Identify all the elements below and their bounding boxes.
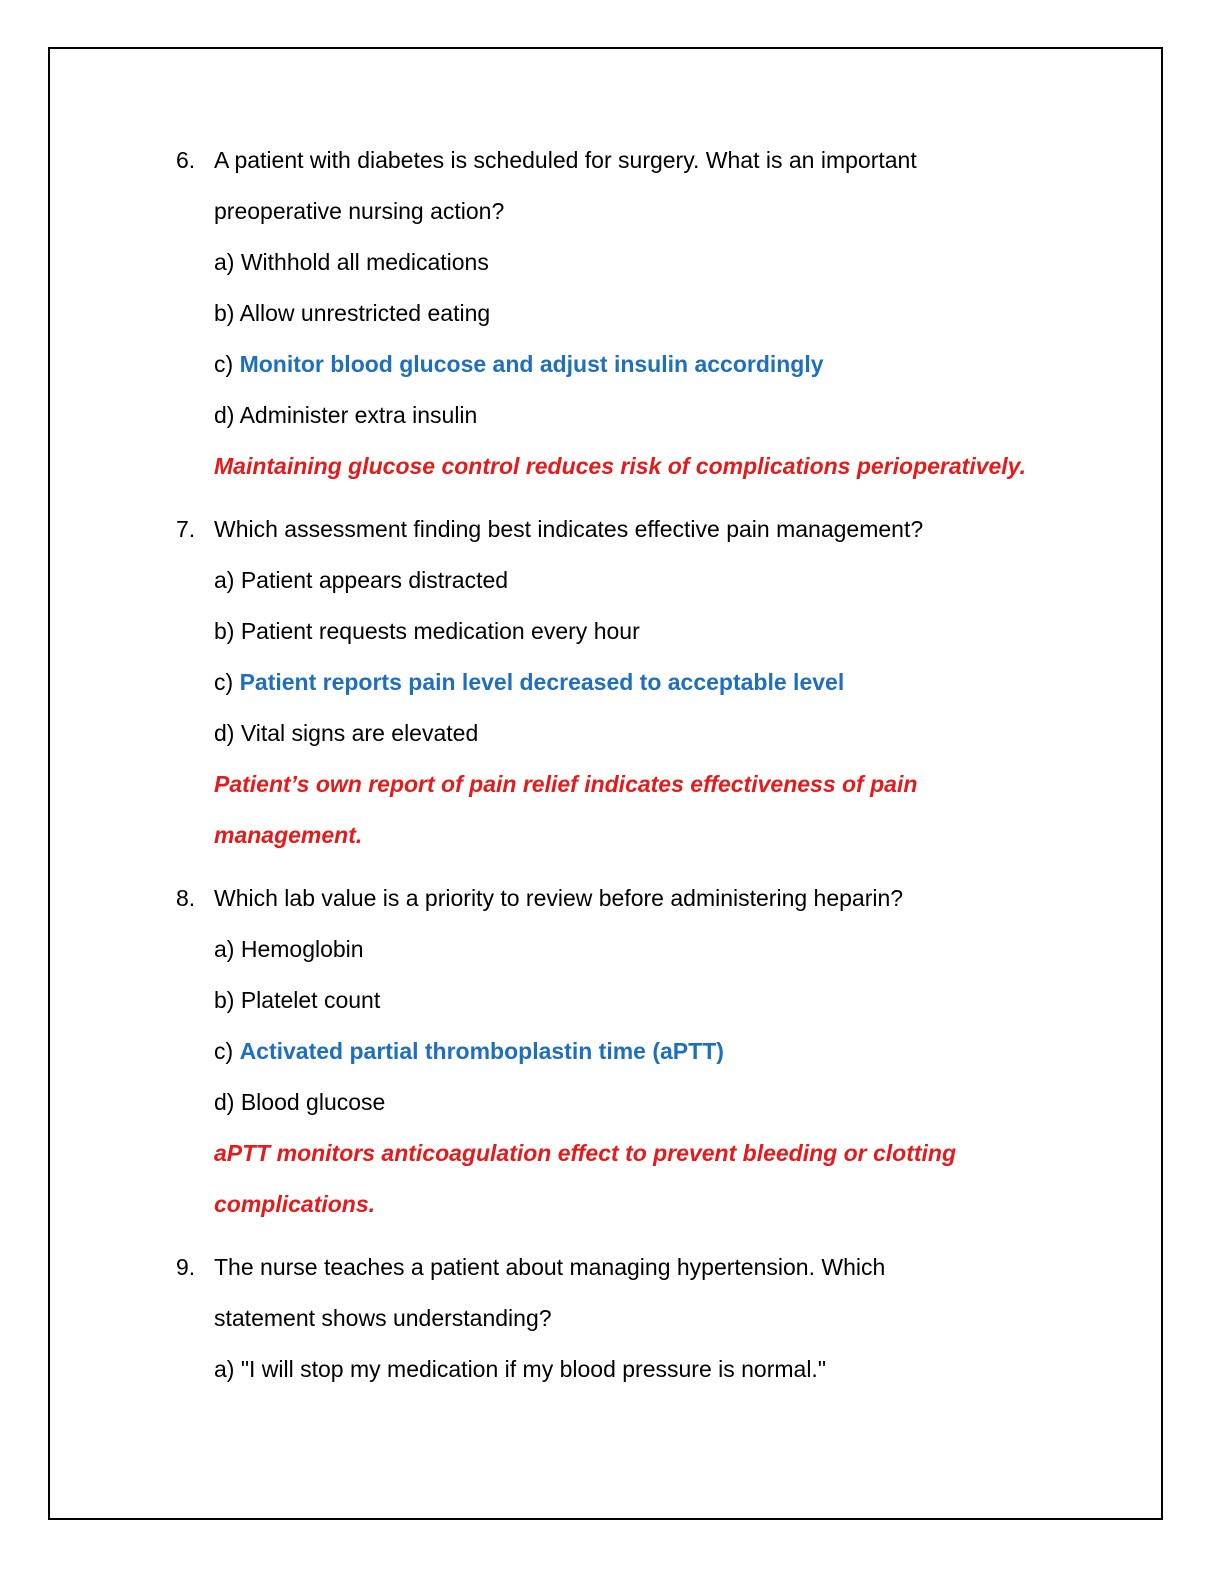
- option-d: d) Vital signs are elevated: [214, 720, 479, 746]
- option-c-correct: c) Monitor blood glucose and adjust insulin accordingly: [214, 351, 824, 377]
- question-number: 8.: [176, 885, 196, 911]
- option-c-correct: c) Patient reports pain level decreased to acceptable level: [214, 669, 845, 695]
- option-a: a) "I will stop my medication if my blood pressure is normal.": [214, 1356, 826, 1382]
- question-stem-line: preoperative nursing action?: [214, 198, 505, 224]
- question-7: [176, 504, 1096, 861]
- question-stem-line: statement shows understanding?: [214, 1305, 552, 1331]
- explanation-line: Patient’s own report of pain relief indicates effectiveness of pain: [214, 771, 918, 797]
- question-number: 6.: [176, 147, 196, 173]
- question-stem-line: The nurse teaches a patient about managing hypertension. Which: [214, 1254, 886, 1280]
- option-b: b) Patient requests medication every hour: [214, 618, 640, 644]
- question-number: 7.: [176, 516, 196, 542]
- question-stem-line: Which assessment finding best indicates effective pain management?: [214, 516, 924, 542]
- explanation-line: Maintaining glucose control reduces risk of complications perioperatively.: [214, 453, 1027, 479]
- question-stem-line: A patient with diabetes is scheduled for surgery. What is an important: [214, 147, 917, 173]
- option-b: b) Platelet count: [214, 987, 381, 1013]
- option-a: a) Patient appears distracted: [214, 567, 509, 593]
- question-8: [176, 873, 1096, 1230]
- explanation-line: management.: [214, 822, 363, 848]
- question-9: [176, 1242, 1096, 1395]
- option-b: b) Allow unrestricted eating: [214, 300, 491, 326]
- explanation-line: complications.: [214, 1191, 376, 1217]
- question-stem-line: Which lab value is a priority to review before administering heparin?: [214, 885, 904, 911]
- option-d: d) Blood glucose: [214, 1089, 386, 1115]
- question-list: [176, 135, 1096, 1395]
- explanation-line: aPTT monitors anticoagulation effect to prevent bleeding or clotting: [214, 1140, 957, 1166]
- option-a: a) Hemoglobin: [214, 936, 364, 962]
- option-c-correct: c) Activated partial thromboplastin time (aPTT): [214, 1038, 724, 1064]
- option-a: a) Withhold all medications: [214, 249, 489, 275]
- option-d: d) Administer extra insulin: [214, 402, 478, 428]
- question-number: 9.: [176, 1254, 196, 1280]
- question-6: [176, 135, 1096, 492]
